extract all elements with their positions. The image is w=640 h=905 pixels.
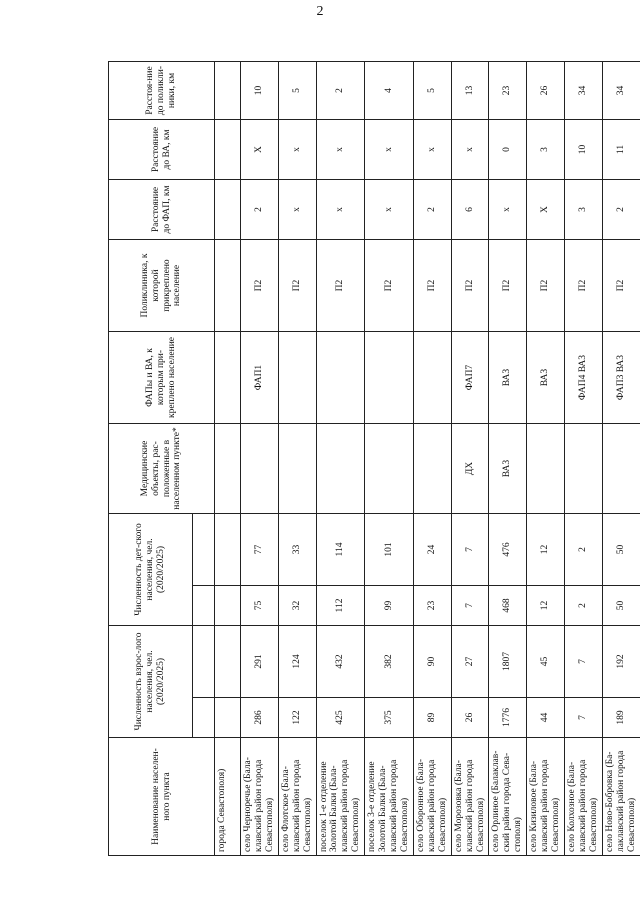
row-fap xyxy=(316,332,365,424)
row-clinic: П2 xyxy=(278,240,316,332)
row-adult-2025: 291 xyxy=(241,626,279,698)
row-adult-2020: 7 xyxy=(564,698,602,738)
row-dist-va: х xyxy=(316,120,365,180)
row-dist-fap: 6 xyxy=(451,180,489,240)
row-med xyxy=(527,424,565,514)
row-clinic: П2 xyxy=(316,240,365,332)
row-med xyxy=(564,424,602,514)
row-fap xyxy=(278,332,316,424)
row-dist-clinic: 10 xyxy=(241,62,279,120)
table-row xyxy=(413,62,451,856)
row-child-2025: 7 xyxy=(451,514,489,586)
row-dist-fap: х xyxy=(316,180,365,240)
subheader-child-2025 xyxy=(193,514,215,586)
row-dist-va: х xyxy=(365,120,414,180)
rotated-table xyxy=(108,62,637,856)
row-clinic: П2 xyxy=(602,240,640,332)
row-dist-clinic: 13 xyxy=(451,62,489,120)
header-clinic: Поликлиника, к которой прикреплено население xyxy=(109,240,215,332)
row-adult-2020: 26 xyxy=(451,698,489,738)
row-med: ВА3 xyxy=(489,424,527,514)
row-dist-clinic: 26 xyxy=(527,62,565,120)
row-name: село Ново-Бобровка (Ба-лаклавский район города Севастополя) xyxy=(602,738,640,856)
row-child-2025: 101 xyxy=(365,514,414,586)
header-med: Медицинские объекты, рас-положенные в населенном пункте* xyxy=(109,424,215,514)
row-adult-2025: 7 xyxy=(564,626,602,698)
row-med: ДХ xyxy=(451,424,489,514)
row-dist-va: Х xyxy=(241,120,279,180)
table-row xyxy=(278,62,316,856)
row-adult-2025: 1807 xyxy=(489,626,527,698)
section-label: города Севастополя) xyxy=(215,738,241,856)
header-fap: ФАПы и ВА, к которым при-креплено население xyxy=(109,332,215,424)
row-fap: ФАП4 ВА3 xyxy=(564,332,602,424)
row-dist-fap: 2 xyxy=(602,180,640,240)
row-dist-va: 11 xyxy=(602,120,640,180)
row-child-2025: 33 xyxy=(278,514,316,586)
row-dist-clinic: 5 xyxy=(278,62,316,120)
row-dist-va: 10 xyxy=(564,120,602,180)
subheader-child-2020 xyxy=(193,586,215,626)
row-name: поселок 3-е отделение Золотой Балки (Бала-клавский район города Севастополя) xyxy=(365,738,414,856)
row-name: село Орлиное (Балаклав-ский район города Сева-стополя) xyxy=(489,738,527,856)
row-child-2025: 77 xyxy=(241,514,279,586)
table-row xyxy=(602,62,640,856)
row-name: село Черноречье (Бала-клавский район города Севастополя) xyxy=(241,738,279,856)
row-dist-clinic: 5 xyxy=(413,62,451,120)
page-number: 2 xyxy=(316,4,324,19)
row-med xyxy=(365,424,414,514)
row-clinic: П2 xyxy=(489,240,527,332)
row-clinic: П2 xyxy=(451,240,489,332)
header-child: Численность дет-ского населения, чел. (2020/2025) xyxy=(109,514,193,626)
row-child-2025: 2 xyxy=(564,514,602,586)
row-child-2020: 99 xyxy=(365,586,414,626)
row-dist-clinic: 4 xyxy=(365,62,414,120)
row-med xyxy=(278,424,316,514)
row-clinic: П2 xyxy=(527,240,565,332)
row-adult-2025: 382 xyxy=(365,626,414,698)
header-adult: Численность взрос-лого населения, чел. (2020/2025) xyxy=(109,626,193,738)
row-adult-2020: 375 xyxy=(365,698,414,738)
row-name: село Морозовка (Бала-клавский район города Севастополя) xyxy=(451,738,489,856)
subheader-adult-2025 xyxy=(193,626,215,698)
row-child-2020: 75 xyxy=(241,586,279,626)
row-fap xyxy=(365,332,414,424)
table-row xyxy=(316,62,365,856)
row-dist-va: 0 xyxy=(489,120,527,180)
table-row xyxy=(365,62,414,856)
table-row xyxy=(564,62,602,856)
row-adult-2020: 122 xyxy=(278,698,316,738)
row-fap: ВА3 xyxy=(527,332,565,424)
row-med xyxy=(602,424,640,514)
row-child-2025: 50 xyxy=(602,514,640,586)
row-adult-2020: 89 xyxy=(413,698,451,738)
row-child-2020: 7 xyxy=(451,586,489,626)
row-child-2020: 50 xyxy=(602,586,640,626)
row-child-2020: 12 xyxy=(527,586,565,626)
row-dist-clinic: 34 xyxy=(602,62,640,120)
row-name: село Колхозное (Бала-клавский район города Севастополя) xyxy=(564,738,602,856)
row-name: село Флотское (Бала-клавский район города Севастополя) xyxy=(278,738,316,856)
row-child-2020: 23 xyxy=(413,586,451,626)
row-dist-fap: 2 xyxy=(413,180,451,240)
row-child-2020: 32 xyxy=(278,586,316,626)
row-child-2025: 12 xyxy=(527,514,565,586)
row-adult-2020: 44 xyxy=(527,698,565,738)
row-dist-va: х xyxy=(451,120,489,180)
row-med xyxy=(316,424,365,514)
row-adult-2025: 45 xyxy=(527,626,565,698)
row-dist-fap: 3 xyxy=(564,180,602,240)
header-dist-va: Расстояние до ВА, км xyxy=(109,120,215,180)
row-dist-clinic: 23 xyxy=(489,62,527,120)
row-child-2020: 468 xyxy=(489,586,527,626)
row-adult-2025: 124 xyxy=(278,626,316,698)
subheader-adult-2020 xyxy=(193,698,215,738)
row-dist-clinic: 2 xyxy=(316,62,365,120)
row-fap: ФАП7 xyxy=(451,332,489,424)
row-adult-2025: 27 xyxy=(451,626,489,698)
row-dist-va: х xyxy=(278,120,316,180)
row-dist-fap: 2 xyxy=(241,180,279,240)
row-adult-2020: 286 xyxy=(241,698,279,738)
row-clinic: П2 xyxy=(564,240,602,332)
table-row xyxy=(489,62,527,856)
row-child-2025: 24 xyxy=(413,514,451,586)
row-child-2025: 114 xyxy=(316,514,365,586)
row-child-2025: 476 xyxy=(489,514,527,586)
row-dist-va: х xyxy=(413,120,451,180)
row-fap xyxy=(413,332,451,424)
row-dist-fap: х xyxy=(489,180,527,240)
row-adult-2020: 425 xyxy=(316,698,365,738)
row-adult-2025: 432 xyxy=(316,626,365,698)
row-fap: ФАП3 ВА3 xyxy=(602,332,640,424)
row-adult-2020: 189 xyxy=(602,698,640,738)
row-child-2020: 112 xyxy=(316,586,365,626)
row-adult-2025: 90 xyxy=(413,626,451,698)
row-name: поселок 1-е отделение Золотой Балки (Бала-клавский район города Севастополя) xyxy=(316,738,365,856)
row-dist-clinic: 34 xyxy=(564,62,602,120)
table-container xyxy=(108,62,637,856)
header-row xyxy=(109,62,193,856)
row-med xyxy=(241,424,279,514)
table-row xyxy=(527,62,565,856)
header-name: Наименование населен-ного пункта xyxy=(109,738,215,856)
row-clinic: П2 xyxy=(413,240,451,332)
table-row xyxy=(241,62,279,856)
row-med xyxy=(413,424,451,514)
header-dist-fap: Расстояние до ФАП, км xyxy=(109,180,215,240)
row-adult-2020: 1776 xyxy=(489,698,527,738)
row-clinic: П2 xyxy=(365,240,414,332)
header-dist-clinic: Расстоя-ние до поликли-ники, км xyxy=(109,62,215,120)
row-fap: ВА3 xyxy=(489,332,527,424)
settlements-table xyxy=(108,61,640,856)
row-fap: ФАП1 xyxy=(241,332,279,424)
row-name: село Оборонное (Бала-клавский район города Севастополя) xyxy=(413,738,451,856)
section-row xyxy=(215,62,241,856)
row-dist-fap: х xyxy=(278,180,316,240)
row-dist-fap: х xyxy=(365,180,414,240)
row-dist-va: 3 xyxy=(527,120,565,180)
row-dist-fap: Х xyxy=(527,180,565,240)
row-clinic: П2 xyxy=(241,240,279,332)
row-adult-2025: 192 xyxy=(602,626,640,698)
table-row xyxy=(451,62,489,856)
row-name: село Кизиловое (Бала-клавский район города Севастополя) xyxy=(527,738,565,856)
row-child-2020: 2 xyxy=(564,586,602,626)
